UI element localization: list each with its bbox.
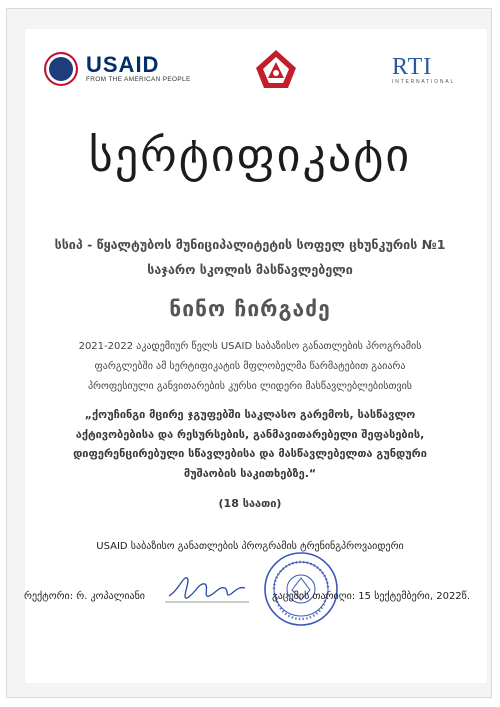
certificate-title: სერტიფიკატი — [88, 128, 412, 182]
logo-bar — [0, 34, 500, 94]
course-line: მუშაობის საკითხებზე.“ — [183, 466, 317, 480]
rector-label: რექტორი: რ. კოპალიანი — [24, 591, 145, 602]
course-hours: (18 საათი) — [218, 497, 282, 510]
rti-subtitle: INTERNATIONAL — [392, 79, 456, 85]
course-line: დიფერენცირებული სწავლებისა და მასწავლებელთა გუნდური — [73, 447, 427, 460]
school-line-2: საჯარო სკოლის მასწავლებელი — [147, 262, 353, 277]
usaid-seal-icon — [44, 52, 78, 86]
recipient-name: ნინო ჩირგაძე — [169, 297, 331, 321]
usaid-tagline: FROM THE AMERICAN PEOPLE — [86, 76, 191, 83]
course-line: „ქოუჩინგი მცირე ჯგუფებში საკლასო გარემოს, სასწავლო — [84, 408, 416, 421]
certificate-body — [30, 337, 470, 397]
rector-signature — [165, 568, 250, 608]
body-line: 2021-2022 აკადემიურ წელს USAID საბაზისო განათლების პროგრამის — [78, 341, 422, 352]
body-line: პროფესიული განვითარების კურსი ლიდერი მასწავლებლებისთვის — [87, 381, 413, 392]
coordinator-line: USAID საბაზისო განათლების პროგრამის ტრენინგპროვაიდერი — [96, 541, 404, 552]
institution-emblem-icon — [254, 48, 298, 90]
body-line: ფარგლებში ამ სერტიფიკატის მფლობელმა წარმატებით გაიარა — [94, 361, 406, 372]
rti-logo — [392, 56, 455, 86]
school-line-1: სსიპ - წყალტუბოს მუნიციპალიტეტის სოფელ ცხუნკურის №1 — [54, 237, 446, 252]
issue-date-label: გაცემის თარიღი: 15 სექტემბერი, 2022წ. — [272, 591, 471, 602]
course-line: აქტივობებისა და რესურსების, განმავითარებელი შეფასების, — [75, 427, 425, 441]
rti-wordmark: RTI — [392, 54, 433, 80]
official-stamp — [262, 550, 340, 628]
course-title — [30, 405, 470, 483]
usaid-logo — [44, 52, 191, 86]
usaid-wordmark: USAID — [86, 52, 160, 77]
